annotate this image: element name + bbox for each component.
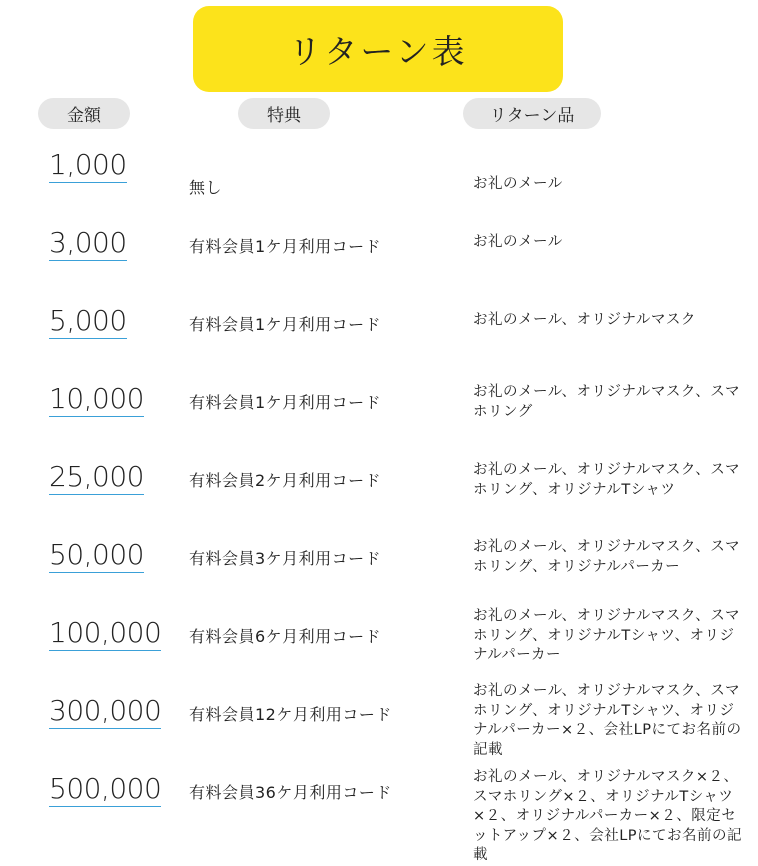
amount-value: 25,000	[49, 460, 144, 493]
return-item-text: お礼のメール	[473, 234, 563, 250]
benefit-text: 有料会員36ケ月利用コード	[189, 783, 392, 802]
amount-value: 500,000	[49, 772, 162, 805]
benefit-text: 有料会員3ケ月利用コード	[189, 549, 382, 568]
return-item-text: お礼のメール、オリジナルマスク、スマホリング、オリジナルTシャツ	[473, 462, 740, 498]
benefit-text: 有料会員2ケ月利用コード	[189, 471, 382, 490]
return-item-text: お礼のメール	[473, 176, 563, 192]
amount-value: 1,000	[49, 148, 127, 181]
page-title: リターン表	[288, 31, 468, 71]
benefit-text: 有料会員1ケ月利用コード	[189, 393, 382, 412]
title-banner	[193, 6, 563, 92]
return-item-text: お礼のメール、オリジナルマスク、スマホリング、オリジナルTシャツ、オリジナルパーカー×２、会社LPにてお名前の記載	[473, 683, 742, 758]
benefit-text: 無し	[189, 178, 223, 197]
amount-value: 100,000	[49, 616, 162, 649]
amount-value: 10,000	[49, 382, 144, 415]
column-header-benefit: 特典	[238, 98, 330, 129]
return-item-text: お礼のメール、オリジナルマスク	[473, 312, 696, 328]
column-header-amount: 金額	[38, 98, 130, 129]
amount-value: 300,000	[49, 694, 162, 727]
benefit-text: 有料会員6ケ月利用コード	[189, 627, 382, 646]
amount-value: 5,000	[49, 304, 127, 337]
amount-value: 50,000	[49, 538, 144, 571]
column-header-return-item: リターン品	[463, 98, 601, 129]
return-item-text: お礼のメール、オリジナルマスク、スマホリング、オリジナルTシャツ、オリジナルパーカー	[473, 608, 740, 663]
benefit-text: 有料会員1ケ月利用コード	[189, 315, 382, 334]
benefit-text: 有料会員1ケ月利用コード	[189, 237, 382, 256]
amount-value: 3,000	[49, 226, 127, 259]
benefit-text: 有料会員12ケ月利用コード	[189, 705, 392, 724]
return-item-text: お礼のメール、オリジナルマスク、スマホリング	[473, 384, 740, 420]
return-item-text: お礼のメール、オリジナルマスク、スマホリング、オリジナルパーカー	[473, 539, 740, 575]
return-item-text: お礼のメール、オリジナルマスク×２、スマホリング×２、オリジナルTシャツ×２、オリジナルパーカー×２、限定セットアップ×２、会社LPにてお名前の記載	[473, 769, 743, 863]
